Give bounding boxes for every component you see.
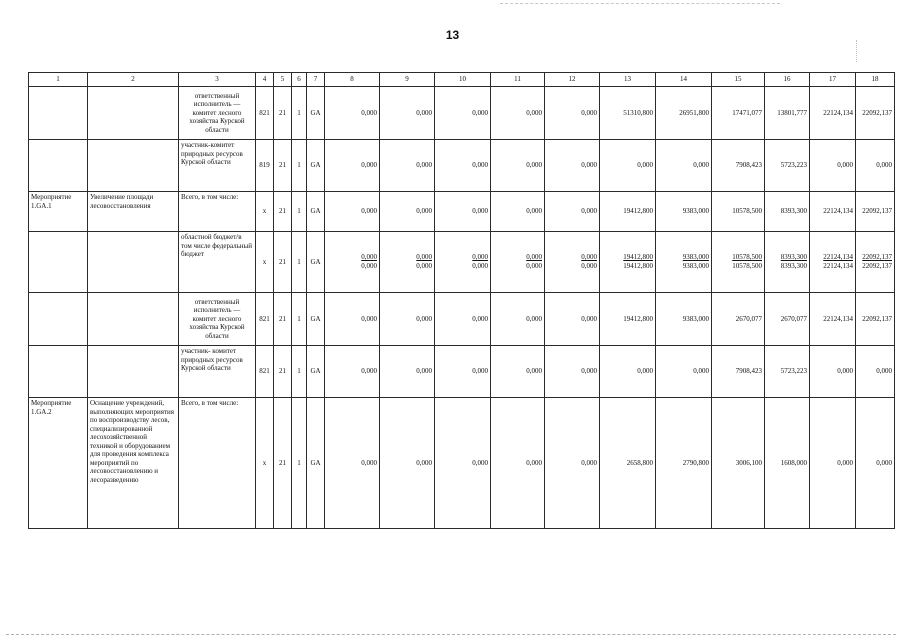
target-article-cell: GA xyxy=(307,398,325,529)
grbs-code-cell: 819 xyxy=(256,140,274,192)
amount-cell: 22124,134 xyxy=(810,192,856,232)
table-row xyxy=(29,232,895,293)
subsection-code-cell: 1 xyxy=(292,232,307,293)
column-header: 2 xyxy=(88,73,179,87)
amount-cell: 0,000 xyxy=(491,293,545,346)
grbs-code-cell: x xyxy=(256,398,274,529)
amount-cell: 0,000 xyxy=(435,87,491,140)
amount-cell: 3006,100 xyxy=(712,398,765,529)
amount-cell: 51310,800 xyxy=(600,87,656,140)
activity-code-cell: Мероприятие 1.GA.1 xyxy=(29,192,88,232)
amount-cell: 0,000 xyxy=(435,346,491,398)
section-code-cell: 21 xyxy=(274,192,292,232)
amount-cell: 0,000 xyxy=(325,140,380,192)
amount-value: 0,000 xyxy=(526,253,542,262)
amount-cell: 22124,134 xyxy=(810,293,856,346)
amount-value-federal: 0,000 xyxy=(581,262,597,270)
amount-cell: 0,000 xyxy=(491,140,545,192)
column-header: 7 xyxy=(307,73,325,87)
column-header: 6 xyxy=(292,73,307,87)
activity-code-cell xyxy=(29,87,88,140)
target-article-cell: GA xyxy=(307,140,325,192)
amount-cell: 7908,423 xyxy=(712,140,765,192)
amount-value: 22092,137 xyxy=(862,253,892,262)
amount-value: 19412,800 xyxy=(623,253,653,262)
amount-cell: 0,000 xyxy=(435,140,491,192)
amount-cell: 0,000 xyxy=(380,398,435,529)
amount-value: 22124,134 xyxy=(823,253,853,262)
section-code-cell: 21 xyxy=(274,398,292,529)
table-row xyxy=(29,87,895,140)
section-code-cell: 21 xyxy=(274,293,292,346)
amount-cell: 0,000 xyxy=(380,87,435,140)
amount-cell: 0,000 xyxy=(491,398,545,529)
activity-name-cell xyxy=(88,293,179,346)
amount-cell: 0,000 xyxy=(325,87,380,140)
amount-value: 9383,000 xyxy=(682,253,709,262)
amount-cell: 0,000 xyxy=(380,140,435,192)
amount-cell xyxy=(656,232,712,293)
column-header: 8 xyxy=(325,73,380,87)
amount-cell: 0,000 xyxy=(545,192,600,232)
amount-cell: 0,000 xyxy=(380,293,435,346)
amount-cell: 0,000 xyxy=(545,87,600,140)
amount-cell: 0,000 xyxy=(435,192,491,232)
executor-cell: Всего, в том числе: xyxy=(179,398,256,529)
amount-cell: 0,000 xyxy=(325,346,380,398)
column-header: 16 xyxy=(765,73,810,87)
amount-cell: 22092,137 xyxy=(856,293,895,346)
activity-name-cell xyxy=(88,232,179,293)
column-header: 10 xyxy=(435,73,491,87)
amount-cell: 8393,300 xyxy=(765,192,810,232)
activity-name-cell: Оснащение учреждений, выполняющих мероприятия по воспроизводству лесов, специализированной лесохозяйственной техникой и оборудованием для проведения комплекса мероприятий по лесовосстановлению и лесоразведению xyxy=(88,398,179,529)
amount-cell: 0,000 xyxy=(856,346,895,398)
amount-value: 0,000 xyxy=(416,253,432,262)
amount-value-federal: 10578,500 xyxy=(732,262,762,270)
amount-cell: 5723,223 xyxy=(765,346,810,398)
amount-cell: 0,000 xyxy=(856,398,895,529)
target-article-cell: GA xyxy=(307,346,325,398)
amount-value-federal: 0,000 xyxy=(526,262,542,270)
activity-name-cell xyxy=(88,87,179,140)
amount-cell: 0,000 xyxy=(600,346,656,398)
amount-cell: 0,000 xyxy=(545,398,600,529)
target-article-cell: GA xyxy=(307,232,325,293)
subsection-code-cell: 1 xyxy=(292,398,307,529)
amount-cell: 0,000 xyxy=(600,140,656,192)
amount-cell xyxy=(765,232,810,293)
subsection-code-cell: 1 xyxy=(292,87,307,140)
activity-code-cell xyxy=(29,293,88,346)
amount-value-federal: 22092,137 xyxy=(862,262,892,270)
grbs-code-cell: x xyxy=(256,192,274,232)
amount-cell: 0,000 xyxy=(380,192,435,232)
column-header: 3 xyxy=(179,73,256,87)
amount-cell: 17471,077 xyxy=(712,87,765,140)
table-row xyxy=(29,140,895,192)
amount-value-federal: 22124,134 xyxy=(823,262,853,270)
amount-cell: 26951,800 xyxy=(656,87,712,140)
amount-cell: 0,000 xyxy=(810,346,856,398)
amount-cell: 0,000 xyxy=(435,398,491,529)
table-row xyxy=(29,346,895,398)
column-header: 9 xyxy=(380,73,435,87)
grbs-code-cell: 821 xyxy=(256,293,274,346)
executor-cell: участник- комитет природных ресурсов Курской области xyxy=(179,346,256,398)
amount-cell: 19412,800 xyxy=(600,293,656,346)
amount-cell: 1608,000 xyxy=(765,398,810,529)
amount-value: 8393,300 xyxy=(780,253,807,262)
column-header: 11 xyxy=(491,73,545,87)
scan-artifact-top xyxy=(500,3,780,4)
amount-cell: 0,000 xyxy=(325,192,380,232)
activity-name-cell xyxy=(88,140,179,192)
amount-cell: 22092,137 xyxy=(856,192,895,232)
activity-code-cell xyxy=(29,140,88,192)
activity-name-cell: Увеличение площади лесовосстановления xyxy=(88,192,179,232)
column-header: 15 xyxy=(712,73,765,87)
amount-cell: 7908,423 xyxy=(712,346,765,398)
column-header: 14 xyxy=(656,73,712,87)
amount-cell: 2658,800 xyxy=(600,398,656,529)
grbs-code-cell: x xyxy=(256,232,274,293)
section-code-cell: 21 xyxy=(274,346,292,398)
amount-cell: 0,000 xyxy=(491,192,545,232)
amount-cell: 0,000 xyxy=(545,346,600,398)
amount-value-federal: 8393,300 xyxy=(780,262,807,270)
table-row xyxy=(29,398,895,529)
subsection-code-cell: 1 xyxy=(292,192,307,232)
amount-cell: 0,000 xyxy=(856,140,895,192)
amount-cell xyxy=(712,232,765,293)
amount-value-federal: 0,000 xyxy=(416,262,432,270)
subsection-code-cell: 1 xyxy=(292,346,307,398)
amount-cell xyxy=(325,232,380,293)
amount-value-federal: 19412,800 xyxy=(623,262,653,270)
amount-cell: 9383,000 xyxy=(656,192,712,232)
amount-cell: 2670,077 xyxy=(765,293,810,346)
amount-cell xyxy=(435,232,491,293)
amount-cell xyxy=(810,232,856,293)
activity-name-cell xyxy=(88,346,179,398)
table-row xyxy=(29,293,895,346)
page-number: 13 xyxy=(445,28,460,42)
amount-value-federal: 0,000 xyxy=(472,262,488,270)
amount-cell: 22092,137 xyxy=(856,87,895,140)
amount-cell: 0,000 xyxy=(656,140,712,192)
amount-cell: 0,000 xyxy=(545,140,600,192)
amount-cell: 0,000 xyxy=(435,293,491,346)
column-header: 12 xyxy=(545,73,600,87)
amount-cell: 0,000 xyxy=(656,346,712,398)
scan-artifact-bottom xyxy=(6,634,896,635)
executor-cell: ответственный исполнитель — комитет лесного хозяйства Курской области xyxy=(179,87,256,140)
amount-cell: 13801,777 xyxy=(765,87,810,140)
executor-cell: ответственный исполнитель — комитет лесного хозяйства Курской области xyxy=(179,293,256,346)
column-header: 18 xyxy=(856,73,895,87)
section-code-cell: 21 xyxy=(274,140,292,192)
subsection-code-cell: 1 xyxy=(292,140,307,192)
amount-cell xyxy=(545,232,600,293)
program-activities-table xyxy=(28,72,895,529)
column-header: 13 xyxy=(600,73,656,87)
amount-value: 10578,500 xyxy=(732,253,762,262)
target-article-cell: GA xyxy=(307,87,325,140)
target-article-cell: GA xyxy=(307,192,325,232)
grbs-code-cell: 821 xyxy=(256,346,274,398)
amount-value: 0,000 xyxy=(361,253,377,262)
column-header: 1 xyxy=(29,73,88,87)
grbs-code-cell: 821 xyxy=(256,87,274,140)
amount-cell: 22124,134 xyxy=(810,87,856,140)
column-header: 4 xyxy=(256,73,274,87)
activity-code-cell xyxy=(29,346,88,398)
section-code-cell: 21 xyxy=(274,87,292,140)
target-article-cell: GA xyxy=(307,293,325,346)
amount-cell: 5723,223 xyxy=(765,140,810,192)
executor-cell: Всего, в том числе: xyxy=(179,192,256,232)
amount-cell xyxy=(600,232,656,293)
column-header: 17 xyxy=(810,73,856,87)
table-row xyxy=(29,192,895,232)
amount-cell: 0,000 xyxy=(810,140,856,192)
amount-cell: 0,000 xyxy=(810,398,856,529)
activity-code-cell: Мероприятие 1.GA.2 xyxy=(29,398,88,529)
column-header: 5 xyxy=(274,73,292,87)
amount-cell: 2790,800 xyxy=(656,398,712,529)
activity-code-cell xyxy=(29,232,88,293)
executor-cell: участник-комитет природных ресурсов Курской области xyxy=(179,140,256,192)
amount-value-federal: 9383,000 xyxy=(682,262,709,270)
amount-cell: 0,000 xyxy=(491,346,545,398)
amount-value: 0,000 xyxy=(581,253,597,262)
amount-cell: 0,000 xyxy=(325,293,380,346)
amount-cell: 0,000 xyxy=(491,87,545,140)
section-code-cell: 21 xyxy=(274,232,292,293)
amount-cell: 0,000 xyxy=(380,346,435,398)
table-header-row xyxy=(29,73,895,87)
amount-cell xyxy=(491,232,545,293)
amount-cell: 0,000 xyxy=(325,398,380,529)
amount-cell xyxy=(856,232,895,293)
amount-cell: 9383,000 xyxy=(656,293,712,346)
amount-value: 0,000 xyxy=(472,253,488,262)
executor-cell: областной бюджет/в том числе федеральный бюджет xyxy=(179,232,256,293)
amount-cell: 2670,077 xyxy=(712,293,765,346)
amount-cell: 10578,500 xyxy=(712,192,765,232)
amount-value-federal: 0,000 xyxy=(361,262,377,270)
amount-cell: 0,000 xyxy=(545,293,600,346)
amount-cell xyxy=(380,232,435,293)
scan-artifact-right xyxy=(856,40,857,62)
subsection-code-cell: 1 xyxy=(292,293,307,346)
amount-cell: 19412,800 xyxy=(600,192,656,232)
